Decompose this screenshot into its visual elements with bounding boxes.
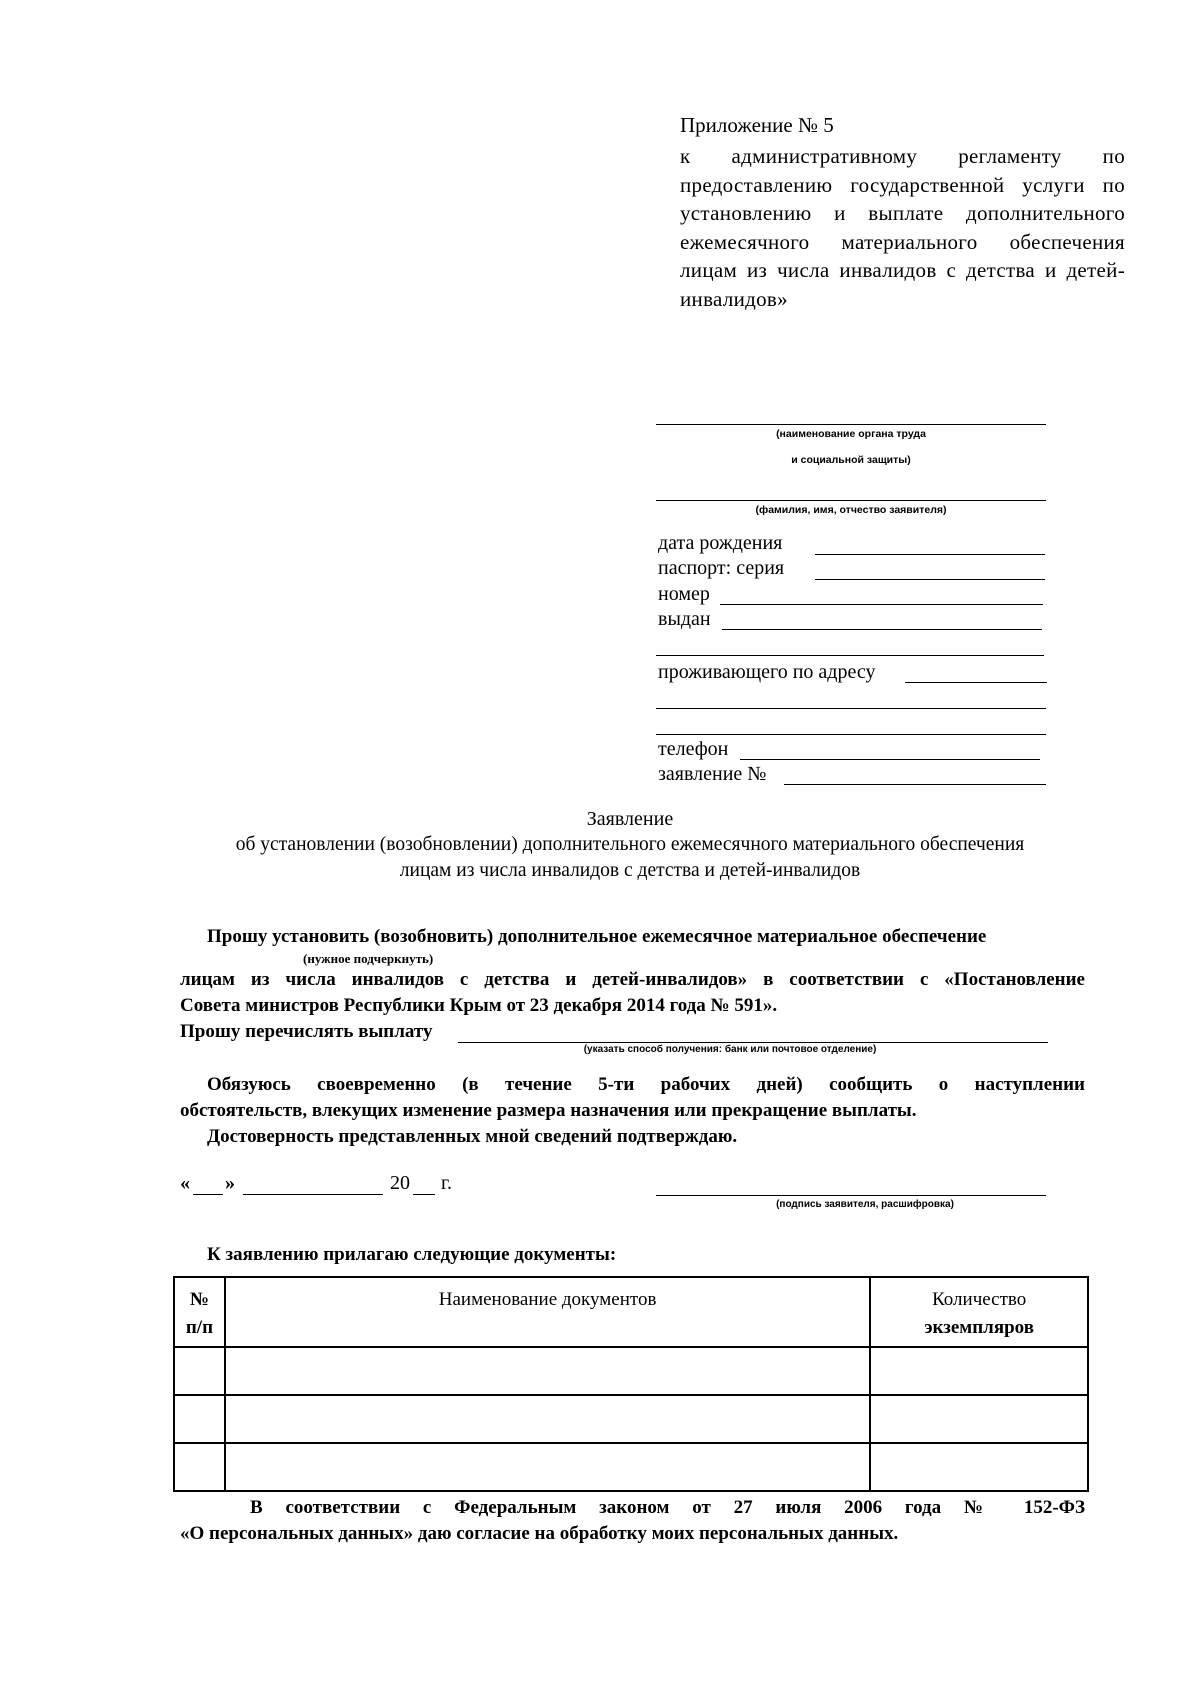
request-line-1: Прошу установить (возобновить) дополнительное ежемесячное материальное обеспечение	[207, 926, 987, 947]
request-line-3: Совета министров Республики Крым от 23 декабря 2014 года № 591».	[180, 995, 778, 1016]
table-row[interactable]	[174, 1443, 1088, 1491]
birth-date-label: дата рождения	[658, 532, 783, 554]
documents-table	[173, 1276, 1089, 1492]
residing-label: проживающего по адресу	[658, 661, 876, 683]
col-name-header: Наименование документов	[225, 1277, 870, 1347]
annex-body: к административному регламенту по предоставлению государственной услуги по установлению и выплате дополнительного ежемесячного материального обеспечения лицам из числа инвалидов с детства и детей-инвалидов»	[680, 144, 1125, 311]
passport-series-label: паспорт: серия	[658, 557, 785, 579]
number-label: номер	[658, 583, 710, 605]
obligation-line-1: Обязуюсь своевременно (в течение 5-ти рабочих дней) сообщить о наступлении	[207, 1074, 1085, 1095]
consent-line-1: В соответствии с Федеральным законом от 27 июля 2006 года № 152-ФЗ	[250, 1497, 1085, 1518]
statement-title: Заявление	[586, 808, 674, 830]
date-year-field[interactable]	[413, 1170, 435, 1195]
address-line-2[interactable]	[656, 708, 1046, 709]
payment-caption: (указать способ получения: банк или почтовое отделение)	[583, 1044, 877, 1055]
col-no-2: п/п	[185, 1317, 214, 1338]
payment-label: Прошу перечислять выплату	[180, 1021, 433, 1042]
request-line-2: лицам из числа инвалидов с детства и детей-инвалидов» в соответствии с «Постановление	[180, 969, 1085, 990]
obligation-line-2: обстоятельств, влекущих изменение размера назначения или прекращение выплаты.	[180, 1100, 917, 1121]
obligation-line-3: Достоверность представленных мной сведений подтверждаю.	[207, 1126, 738, 1147]
payment-field[interactable]	[458, 1018, 1048, 1043]
col-qty-header	[870, 1277, 1088, 1347]
date-quote-open: «	[180, 1172, 190, 1194]
organ-caption-2: и социальной защиты)	[791, 454, 911, 466]
residing-field[interactable]	[905, 656, 1047, 683]
phone-label: телефон	[658, 738, 729, 760]
application-no-label: заявление №	[658, 763, 767, 785]
birth-date-field[interactable]	[815, 528, 1045, 555]
consent-line-2: «О персональных данных» даю согласие на обработку моих персональных данных.	[180, 1523, 899, 1544]
underline-note: (нужное подчеркнуть)	[303, 951, 434, 966]
fio-line[interactable]	[656, 500, 1046, 501]
phone-field[interactable]	[740, 733, 1040, 760]
statement-subtitle-1: об установлении (возобновлении) дополнительного ежемесячного материального обеспечения	[235, 834, 1025, 855]
issued-label: выдан	[658, 608, 711, 630]
signature-line[interactable]	[656, 1195, 1046, 1196]
year-suffix: г.	[441, 1172, 452, 1194]
date-month-field[interactable]	[243, 1170, 383, 1195]
date-day-field[interactable]	[193, 1170, 223, 1195]
statement-subtitle-2: лицам из числа инвалидов с детства и детей-инвалидов	[399, 860, 861, 881]
application-no-field[interactable]	[784, 758, 1046, 785]
organ-line[interactable]	[656, 424, 1046, 425]
signature-caption: (подпись заявителя, расшифровка)	[776, 1199, 954, 1210]
year-prefix: 20	[390, 1172, 410, 1194]
col-qty-1: Количество	[932, 1289, 1027, 1310]
passport-series-field[interactable]	[815, 553, 1045, 580]
issued-field[interactable]	[722, 603, 1042, 630]
col-no-header	[174, 1277, 225, 1347]
table-row[interactable]	[174, 1347, 1088, 1395]
date-quote-close: »	[225, 1172, 235, 1194]
number-field[interactable]	[720, 578, 1043, 605]
col-qty-2: экземпляров	[924, 1317, 1034, 1338]
col-no-1: №	[189, 1289, 209, 1310]
fio-caption: (фамилия, имя, отчество заявителя)	[755, 504, 947, 516]
organ-caption-1: (наименование органа труда	[776, 428, 926, 440]
annex-title: Приложение № 5	[680, 113, 834, 137]
table-row[interactable]	[174, 1395, 1088, 1443]
documents-intro: К заявлению прилагаю следующие документы:	[207, 1244, 617, 1265]
